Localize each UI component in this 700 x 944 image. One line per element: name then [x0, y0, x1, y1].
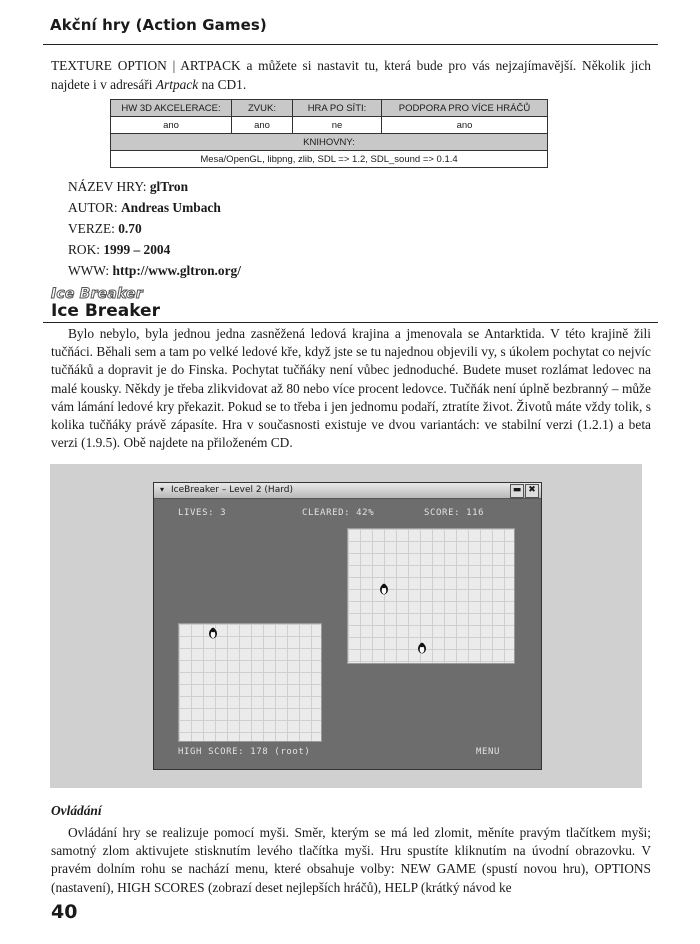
table-header-cell: HRA PO SÍTI:: [293, 100, 382, 117]
ice-field-left[interactable]: [178, 623, 322, 742]
penguin-icon: [379, 583, 389, 595]
table-header-cell: ZVUK:: [232, 100, 293, 117]
score-counter: SCORE: 116: [424, 508, 485, 518]
meta-value: glTron: [149, 179, 189, 194]
libs-label: KNIHOVNY:: [111, 134, 548, 151]
libs-value: Mesa/OpenGL, libpng, zlib, SDL => 1.2, SDL_sound => 0.1.4: [111, 151, 548, 168]
table-cell: ano: [232, 117, 293, 134]
meta-value-link[interactable]: http://www.gltron.org/: [112, 263, 241, 278]
meta-author: [68, 200, 221, 216]
meta-label: WWW:: [68, 263, 110, 278]
table-libs-header-row: [111, 134, 548, 151]
game-window: [153, 482, 542, 770]
table-header-cell: PODPORA PRO VÍCE HRÁČŮ: [382, 100, 548, 117]
section-paragraph: Bylo nebylo, byla jednou jedna zasněžená ledová krajina a jmenovala se Antarktida. V této krajině žili tučňáci. Běhali sem a tam po velké ledové kře, když jste se tu najednou objevili vy, s úkolem pochytat co nejvíc tučňáků a dopravit je do Finska. Pochytat tučňáky není vůbec jednoduché. Budete muset rozlámat ledovec na malé kousky. Někdy je třeba zlikvidovat až 80 nebo více procent ledovce. Tučňák není úplně bezbranný – může vám lámání ledové kry překazit. Pokud se to třeba i jen jednomu podaří, ztratíte život. Životů máte vždy tolik, s kolika tučňáky právě zápasíte. Hra v současnosti existuje ve dvou variantách: ve stabilní verzi (1.2.1) a beta verzi (1.9.5). Obě najdete na přiloženém CD.: [51, 326, 651, 451]
meta-value: 0.70: [118, 221, 142, 236]
intro-paragraph: [51, 57, 651, 94]
table-cell: ano: [382, 117, 548, 134]
close-icon[interactable]: ✖: [525, 484, 539, 498]
intro-text-end: na CD1.: [198, 76, 247, 92]
table-cell: ne: [293, 117, 382, 134]
meta-value: Andreas Umbach: [120, 200, 221, 215]
window-titlebar[interactable]: [154, 483, 541, 499]
meta-year: [68, 242, 170, 258]
lives-counter: LIVES: 3: [178, 508, 227, 518]
header-divider: [43, 44, 658, 45]
intro-text: TEXTURE OPTION | ARTPACK a můžete si nastavit tu, která bude pro vás nejzajímavější. Několik jich najdete i v adresáři: [51, 58, 651, 92]
meta-version: [68, 221, 142, 237]
game-info-table: [110, 99, 548, 168]
meta-www: [68, 263, 241, 279]
meta-label: AUTOR:: [68, 200, 118, 215]
table-header-row: [111, 100, 548, 117]
meta-label: VERZE:: [68, 221, 115, 236]
meta-label: NÁZEV HRY:: [68, 179, 147, 194]
section-title: Ice Breaker: [51, 301, 160, 321]
table-row: [111, 117, 548, 134]
controls-heading: Ovládání: [51, 803, 102, 818]
intro-italic-folder: Artpack: [155, 76, 199, 92]
controls-paragraph: Ovládání hry se realizuje pomocí myši. Směr, kterým se má led zlomit, měníte pravým tlačítkem myši; samotný zlom aktivujete stisknutím levého tlačítka myši. Hru spustíte kliknutím na úvodní obrazovku. V pravém dolním rohu se nachází menu, které obsahuje volby: NEW GAME (spustí novou hru), OPTIONS (nastavení), HIGH SCORES (zobrazí deset nejlepších hráčů), HELP (krátký návod ke: [51, 825, 651, 895]
table-libs-row: [111, 151, 548, 168]
ice-breaker-logo: Ice Breaker: [51, 286, 143, 302]
window-menu-icon[interactable]: ▾: [159, 485, 164, 494]
section-divider: [43, 322, 658, 323]
meta-value: 1999 – 2004: [103, 242, 171, 257]
penguin-icon: [208, 627, 218, 639]
table-cell: ano: [111, 117, 232, 134]
penguin-icon: [417, 642, 427, 654]
meta-name: [68, 179, 188, 195]
high-score-label: HIGH SCORE: 178 (root): [178, 747, 311, 757]
page-number: 40: [51, 901, 78, 923]
cleared-counter: CLEARED: 42%: [302, 508, 375, 518]
running-header-title: Akční hry (Action Games): [50, 16, 267, 34]
menu-button[interactable]: MENU: [476, 747, 501, 757]
ice-field-right[interactable]: [347, 528, 515, 664]
window-title: IceBreaker – Level 2 (Hard): [171, 485, 293, 495]
table-header-cell: HW 3D AKCELERACE:: [111, 100, 232, 117]
meta-label: ROK:: [68, 242, 100, 257]
minimize-icon[interactable]: ▬: [510, 484, 524, 498]
